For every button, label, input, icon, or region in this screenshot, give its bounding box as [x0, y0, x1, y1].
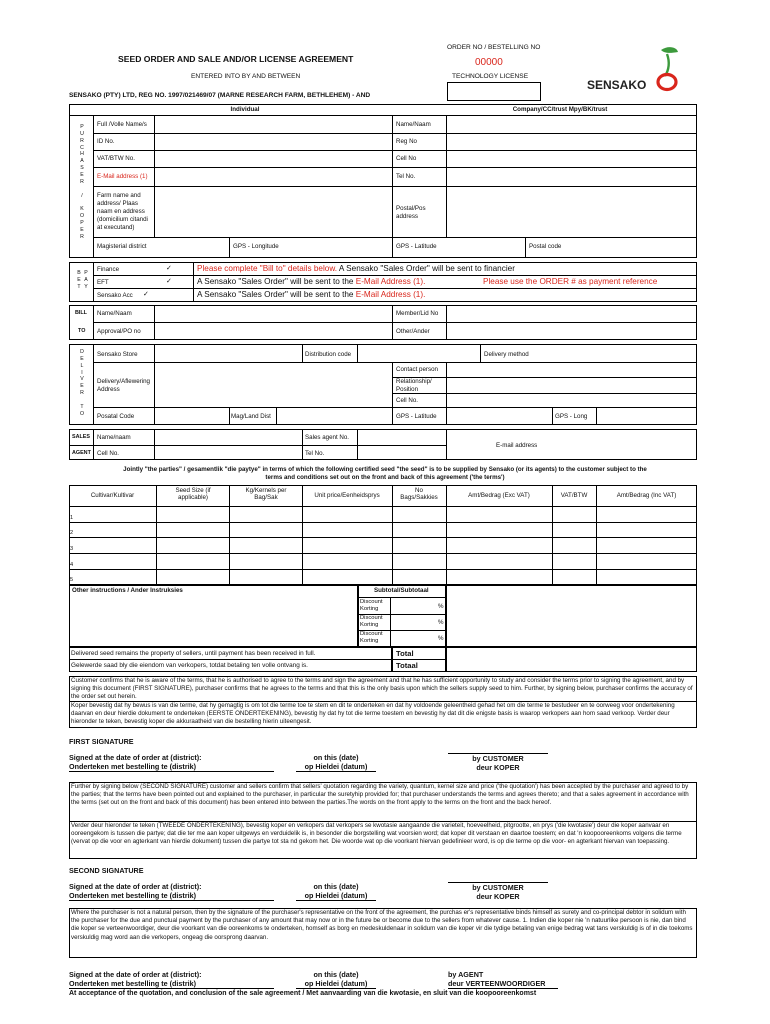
sales-agent-no-label: Sales agent No.: [305, 434, 350, 441]
col-vat: VAT/BTW: [560, 492, 588, 499]
distribution-code-label: Distribution code: [305, 351, 352, 358]
approval-po-field[interactable]: [155, 323, 391, 339]
delivery-address-field[interactable]: [155, 363, 391, 406]
col-amt-inc-vat: Amt/Bedrag (Inc VAT): [616, 492, 677, 499]
individual-header: Individual: [230, 106, 260, 113]
reg-no-field[interactable]: [447, 134, 696, 149]
company-name-field[interactable]: [447, 116, 696, 132]
first-terms-af: Koper bevestig dat hy bewus is van die terme, dat hy gemagtig is om tot die terme toe te stem en dit te onderteken en dat hy voldoende geleentheid gehad het om die terme te bestudeer en te oorweeg voor ondertekening daarvan en deur hierdie dokument te onderteken (EERSTE ONDERTEKENING), bevestig hy dat hy tot die terme toestem en bevestig hy dat dit die enigste basis is waarop verkopers aan hom saad verkoop. Verder deur hieronder te teken, bevestig koper die akkuraatheid van die bestelling hierin uiteengesit.: [71, 702, 675, 726]
bill-name-label: Name/Naam: [97, 310, 132, 317]
contact-person-label: Contact person: [396, 366, 438, 373]
postal-code-label: Postal code: [529, 243, 562, 250]
subtotal-amount-box[interactable]: [446, 585, 697, 647]
table-row[interactable]: 1: [70, 515, 74, 521]
delivered-notice-af: Gelewerde saad bly die eiendom van verkopers, totdat betaling ten volle ontvang is.: [71, 662, 308, 669]
discount-label-3: Discount Korting: [360, 631, 383, 644]
agent-label: AGENT: [72, 450, 91, 456]
col-amt-exc-vat: Amt/Bedrag (Exc VAT): [468, 492, 530, 499]
company-line: SENSAKO (PTY) LTD, REG NO. 1997/021469/07 (MARNE RESEARCH FARM, BETHLEHEM) - AND: [69, 92, 371, 99]
surety-terms-text: Where the purchaser is not a natural person, then by the signature of the purchaser's representative on the front of the agreement, the purchas er's representative binds himself as surety and co-principal debtor in solidum with the purchaser for the due and punctual payment by the purchaser of any amount that may now or in the future be or become due to the sellers from whatever cause. 1. Indien die koper nie 'n natuurlike persoon is nie, dan bind die koper se verteenwoordiger, deur die voorkant van die ooreenkoms te onderteken, homself as borg en medeskuldenaar in solidum van die koper vir die tydige betaling van enige bedrag wat tans verskuldig is of in die toekoms verskuldig mag word aan die verkopers, ongeag die oorsprong daarvan.: [71, 909, 693, 941]
agent-tel-field[interactable]: [358, 446, 445, 459]
farm-address-label: Farm name and address/ Plaas naam en address (domicilium citandi at executand): [97, 192, 148, 232]
cell-no-label: Cell No: [396, 155, 417, 162]
col-no-bags: No Bags/Sakkies: [400, 487, 438, 502]
sensako-acc-option[interactable]: Sensako Acc: [97, 292, 133, 299]
other-field[interactable]: [447, 323, 696, 339]
second-signed-by[interactable]: by CUSTOMER deur KOPER: [448, 882, 548, 901]
email-field[interactable]: [155, 168, 391, 185]
totaal-label: Totaal: [396, 661, 418, 670]
sensako-acc-check[interactable]: ✓: [143, 291, 149, 298]
col-unit-price: Unit price/Eenheidsprys: [314, 492, 380, 499]
agent-tel-label: Tel No.: [305, 450, 325, 457]
deliver-side-label: D E L I V E R T O: [79, 349, 85, 417]
sensako-store-label: Sensako Store: [97, 351, 138, 358]
form-subtitle: ENTERED INTO BY AND BETWEEN: [191, 73, 301, 80]
discount-label-2: Discount Korting: [360, 615, 383, 628]
agent-signed-date[interactable]: on this (date) op Hieldei (datum): [296, 970, 376, 989]
finance-option[interactable]: Finance: [97, 266, 120, 273]
magisterial-label: Magisterial district: [97, 243, 147, 250]
logo-text: SENSAKO: [587, 78, 647, 92]
sensako-store-field[interactable]: [155, 345, 301, 361]
first-signed-date[interactable]: on this (date) op Hieldei (datum): [296, 753, 376, 772]
delivery-gps-long-label: GPS - Long: [555, 413, 588, 420]
first-signed-by[interactable]: by CUSTOMER deur KOPER: [448, 753, 548, 772]
technology-license-label: TECHNOLOGY LICENSE: [452, 73, 529, 80]
postal-address-label: Postal/Pos address: [396, 205, 426, 221]
table-row[interactable]: 3: [70, 546, 74, 552]
total-amount-field[interactable]: [446, 647, 697, 672]
agent-cell-label: Cell No.: [97, 450, 120, 457]
delivery-address-label: Delivery/Aflewering Address: [97, 378, 150, 394]
payment-side-label-1: B E T: [77, 270, 81, 290]
company-header: Company/CC/trust Mpy/BK/trust: [512, 106, 608, 113]
delivery-gps-lat-label: GPS - Latitude: [396, 413, 437, 420]
discount-pct-1[interactable]: %: [438, 603, 444, 610]
agent-signed-by[interactable]: by AGENT deur VERTEENWOORDIGER: [448, 970, 558, 989]
order-intro: Jointly "the parties" / gesamentlik "die paytye" in terms of which the following certified seed "the seed" is to be supplied by Sensako (or its agents) to the customer subject to the terms and conditions set out on the front and back of this agreement ('the terms'): [123, 466, 647, 482]
delivery-postal-code-label: Posatal Code: [97, 413, 135, 420]
eft-option[interactable]: EFT: [97, 279, 109, 286]
other-instructions-label: Other instructions / Ander Instruksies: [72, 587, 183, 594]
finance-note: Please complete "Bill to" details below. A Sensako "Sales Order" will be sent to financier: [197, 264, 515, 273]
bill-name-field[interactable]: [155, 306, 391, 321]
sensako-logo: [585, 44, 695, 98]
delivery-cell-field[interactable]: [447, 394, 696, 406]
second-terms-en: Further by signing below (SECOND SIGNATURE) customer and sellers confirm that sellers' quotation regarding the variety, quantum, kernel size and price ('the quotation') has been accepted by the purchaser and agreed to by the parties; that the terms have been pointed out and explained to the purchaser, in particular the suretyhip provided for; that purchaser understands the terms and agrees thereto; and that a sales agreement in accordance with the terms (set out on the front and back of this document) has been entered into between the parties.The words on the front apply to the terms on the front and the back hereof.: [71, 783, 689, 807]
sales-agent-no-field[interactable]: [358, 430, 445, 444]
cell-no-field[interactable]: [447, 151, 696, 166]
table-row[interactable]: 4: [70, 562, 74, 568]
subtotal-label: Subtotal/Subtotaal: [374, 587, 429, 594]
payment-side-label-2: P A Y: [84, 270, 88, 290]
agent-name-label: Name/naam: [97, 434, 131, 441]
sales-label: SALES: [72, 434, 90, 440]
first-terms-en: Customer confirms that he is aware of the terms, that he is authorised to agree to the terms and sign the agreement and that he has sufficient opportunity to study and consider the terms prior to signing the agreement, and by signing this document (FIRST SIGNATURE), purchaser confirms that he agrees to the terms and that this is the only basis upon which the sellers supply seed to him. Further, by signing below, purchaser confirms the accuracy of the order set out herein.: [71, 677, 693, 701]
technology-license-field[interactable]: [447, 82, 541, 101]
gps-latitude-label: GPS - Latitude: [396, 243, 437, 250]
second-terms-af: Verder deur hieronder te teken (TWEEDE ONDERTEKENING), bevestig koper en verkopers dat verkopers se kwotasie aangaande die varieteit, hoeveelheid, pitgrootte, en prys ('die kwotasie') deur die koper aanvaar en ooreengekom is tussen die partye; dat die ter me aan koper uitgewys en verduidelik is, in besonder die borgstelling wat voorsien word; dat koper dit verstaan en daartoe toestem; en dat 'n koopooreenkoms volgens die terme (vervat op die voor en agterkant van hierdie dokument) tussen die partye tot sta nd gekom het. Die woorde wat op die voorkant hiervan gedefinieer word, is op die terme op die voor- en agterkant hiervan van toepassing.: [71, 822, 682, 846]
purchaser-side-label: P U R C H A S E R / K O P E R: [79, 124, 85, 240]
gps-longitude-label: GPS - Longitude: [233, 243, 279, 250]
col-cultivar: Cultivar/Kultivar: [90, 492, 135, 499]
full-name-field[interactable]: [155, 116, 391, 132]
first-signature-heading: FIRST SIGNATURE: [69, 737, 134, 746]
member-no-field[interactable]: [447, 306, 696, 321]
id-no-label: ID No.: [97, 138, 115, 145]
email-label: E-Mail address (1): [97, 173, 148, 180]
agent-email-label: E-mail address: [496, 442, 538, 449]
contact-person-field[interactable]: [447, 363, 696, 376]
agent-name-field[interactable]: [155, 430, 301, 444]
table-row[interactable]: 2: [70, 530, 74, 536]
discount-pct-2[interactable]: %: [438, 619, 444, 626]
delivery-method-label: Delivery method: [484, 351, 529, 358]
discount-label-1: Discount Korting: [360, 599, 383, 612]
payment-reference-note: Please use the ORDER # as payment reference: [483, 277, 658, 286]
name-label: Name/Naam: [396, 121, 431, 128]
eft-check[interactable]: ✓: [166, 278, 172, 285]
tel-no-label: Tel No.: [396, 173, 416, 180]
approval-po-label: Approval/PO no: [97, 328, 141, 335]
delivered-notice-en: Delivered seed remains the property of sellers, until payment has been received in full.: [71, 650, 316, 657]
col-seed-size: Seed Size (if applicable): [175, 487, 211, 502]
first-signed-at[interactable]: Signed at the date of order at (district): Onderteken met bestelling te (distrik): [69, 753, 274, 772]
to-label: TO: [78, 328, 86, 334]
sensako-acc-note: A Sensako "Sales Order" will be sent to the E-Mail Address (1).: [197, 290, 426, 299]
second-signature-heading: SECOND SIGNATURE: [69, 866, 144, 875]
discount-pct-3[interactable]: %: [438, 635, 444, 642]
mag-land-dist-label: Mag/Land Dist: [231, 413, 271, 420]
agent-signed-at[interactable]: Signed at the date of order at (district): Onderteken met bestelling te (distrik): [69, 970, 274, 989]
vat-no-label: VAT/BTW No.: [97, 155, 135, 162]
agent-email-field[interactable]: [447, 430, 696, 459]
acceptance-line: At acceptance of the quotation, and conclusion of the sale agreement / Met aanvaarding van die kwotasie, en sluit van die koopooreenkomst: [69, 990, 537, 997]
reg-no-label: Reg No: [396, 138, 417, 145]
eft-note: A Sensako "Sales Order" will be sent to the E-Mail Address (1).: [197, 277, 426, 286]
vat-no-field[interactable]: [155, 151, 391, 166]
postal-address-field[interactable]: [447, 187, 696, 236]
order-no-value[interactable]: 00000: [475, 57, 503, 68]
second-signed-date[interactable]: on this (date) op Hieldei (datum): [296, 882, 376, 901]
relationship-label: Relationship/ Position: [396, 378, 432, 393]
relationship-field[interactable]: [447, 378, 696, 392]
table-row[interactable]: 5: [70, 577, 74, 583]
form-title: SEED ORDER AND SALE AND/OR LICENSE AGREEMENT: [118, 54, 354, 64]
order-no-label: ORDER NO / BESTELLING NO: [447, 44, 541, 51]
tel-no-field[interactable]: [447, 168, 696, 185]
finance-check[interactable]: ✓: [166, 265, 172, 272]
delivery-cell-label: Cell No.: [396, 397, 419, 404]
farm-address-field[interactable]: [155, 187, 391, 236]
full-name-label: Full /Volle Name/s: [97, 121, 147, 128]
second-signed-at[interactable]: Signed at the date of order at (district): Onderteken met bestelling te (distrik): [69, 882, 274, 901]
id-no-field[interactable]: [155, 134, 391, 149]
distribution-code-field[interactable]: [358, 345, 479, 361]
col-kg-kernels: Kg/Kernels per Bag/Sak: [245, 487, 287, 502]
agent-cell-field[interactable]: [155, 446, 301, 459]
total-label: Total: [396, 649, 414, 658]
member-no-label: Member/Lid No: [396, 310, 439, 317]
bill-label: BILL: [75, 310, 87, 316]
other-label: Other/Ander: [396, 328, 430, 335]
